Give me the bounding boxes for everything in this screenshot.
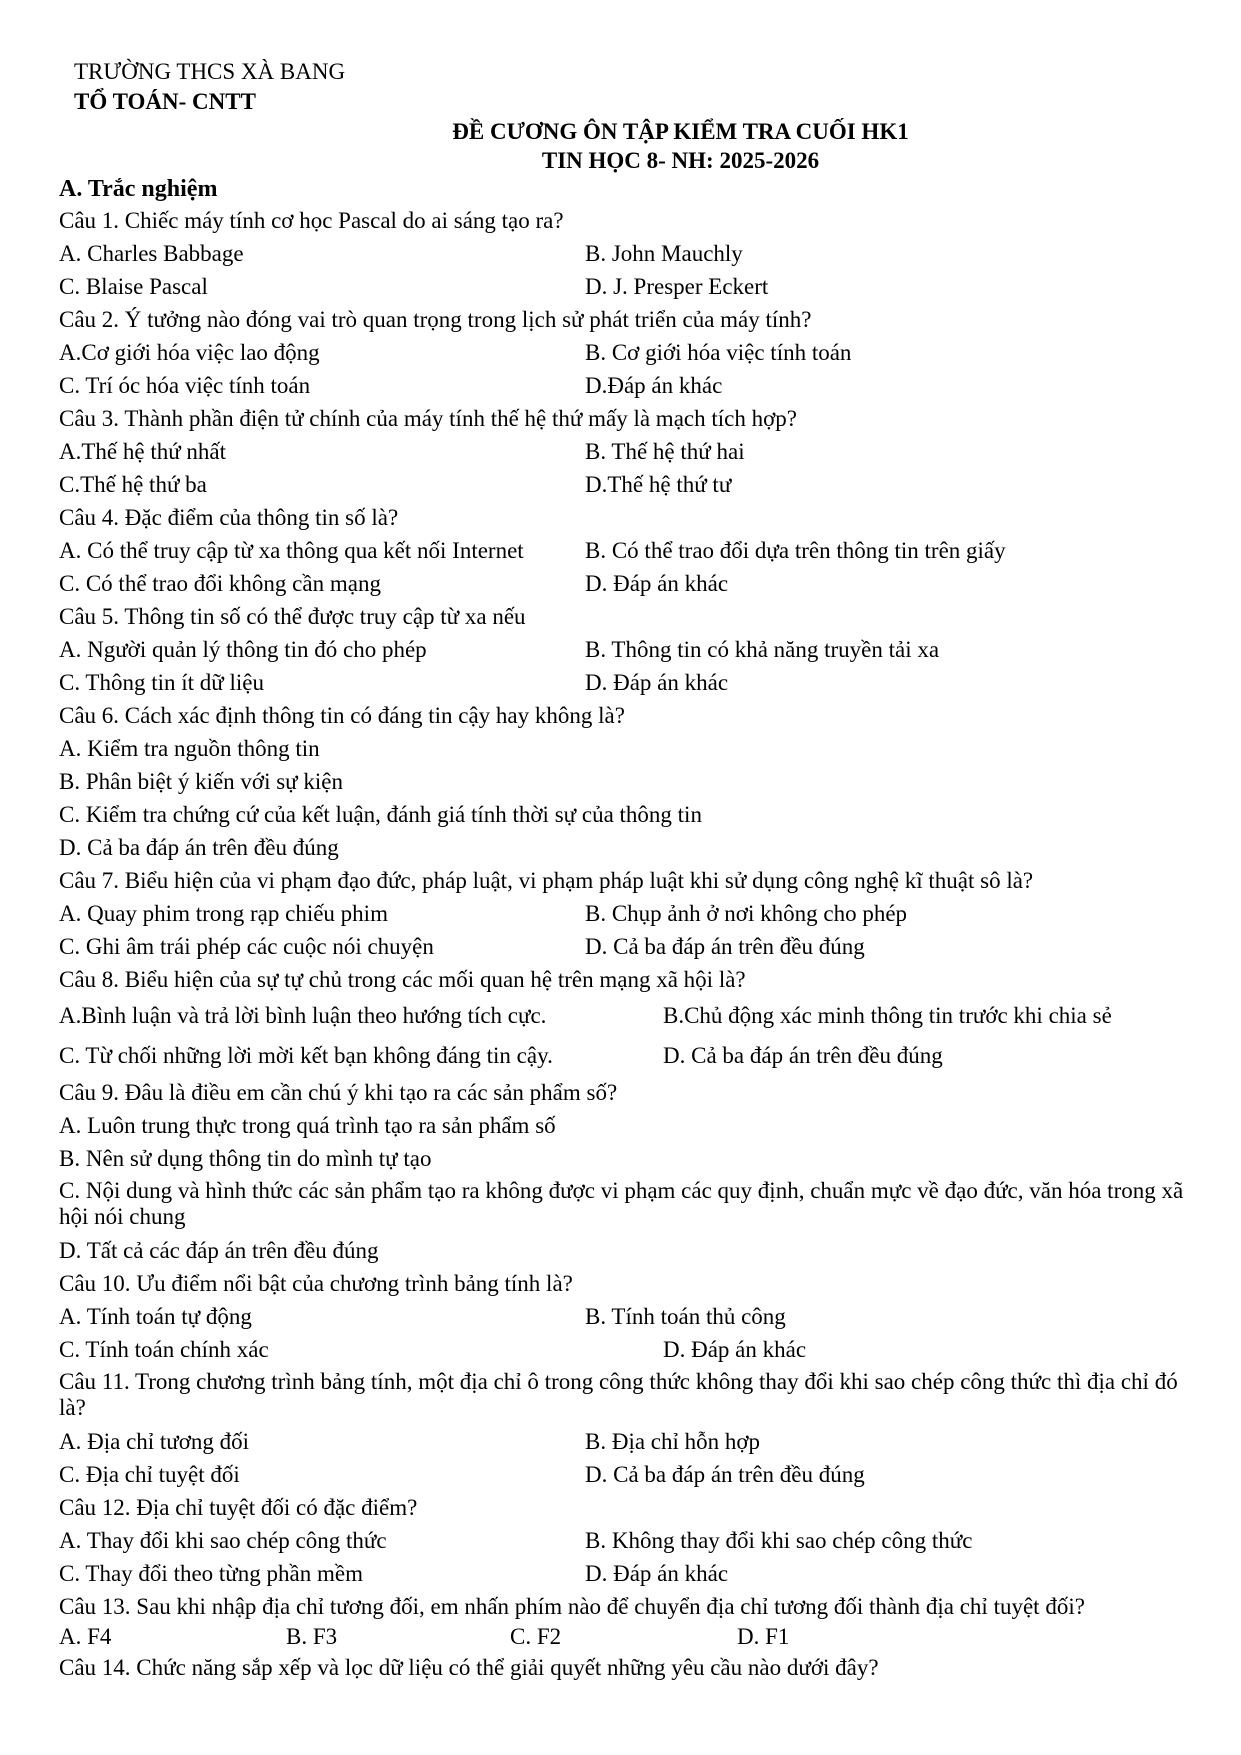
q5-option-d: D. Đáp án khác <box>585 670 729 695</box>
q4-option-a: A. Có thể truy cập từ xa thông qua kết nối Internet <box>59 538 524 563</box>
q4-option-c: C. Có thể trao đổi không cần mạng <box>59 571 381 596</box>
q4-option-d: D. Đáp án khác <box>585 571 729 596</box>
q11-option-c: C. Địa chỉ tuyệt đối <box>59 1462 240 1487</box>
question-13: Câu 13. Sau khi nhập địa chỉ tương đối, em nhấn phím nào để chuyển địa chỉ tương đối thành địa chỉ tuyệt đối? <box>59 1594 1085 1619</box>
q3-option-b: B. Thế hệ thứ hai <box>585 439 745 464</box>
q2-option-b: B. Cơ giới hóa việc tính toán <box>585 340 852 365</box>
q12-option-d: D. Đáp án khác <box>585 1561 729 1586</box>
q6-option-b: B. Phân biệt ý kiến với sự kiện <box>59 769 343 794</box>
q3-option-a: A.Thế hệ thứ nhất <box>59 439 227 464</box>
document-subtitle: TIN HỌC 8- NH: 2025-2026 <box>541 148 820 173</box>
question-11: Câu 11. Trong chương trình bảng tính, một địa chỉ ô trong công thức không thay đổi khi sao chép công thức thì địa chỉ đó là? <box>59 1369 1178 1420</box>
question-list <box>59 175 1189 1684</box>
q6-option-a: A. Kiểm tra nguồn thông tin <box>59 736 320 761</box>
question-10: Câu 10. Ưu điểm nổi bật của chương trình bảng tính là? <box>59 1271 573 1296</box>
q12-option-b: B. Không thay đổi khi sao chép công thức <box>585 1528 973 1553</box>
q8-option-a: A.Bình luận và trả lời bình luận theo hướng tích cực. <box>59 1003 547 1028</box>
question-6: Câu 6. Cách xác định thông tin có đáng tin cậy hay không là? <box>59 703 625 728</box>
q9-option-d: D. Tất cả các đáp án trên đều đúng <box>59 1238 379 1263</box>
q13-option-a: A. F4 <box>59 1624 112 1649</box>
q3-option-d: D.Thế hệ thứ tư <box>585 472 732 497</box>
q13-option-d: D. F1 <box>737 1624 790 1649</box>
question-4: Câu 4. Đặc điểm của thông tin số là? <box>59 505 399 530</box>
question-5: Câu 5. Thông tin số có thể được truy cập từ xa nếu <box>59 604 526 629</box>
q1-option-c: C. Blaise Pascal <box>59 274 208 299</box>
question-9: Câu 9. Đâu là điều em cần chú ý khi tạo ra các sản phẩm số? <box>59 1080 618 1105</box>
question-14: Câu 14. Chức năng sắp xếp và lọc dữ liệu có thể giải quyết những yêu cầu nào dưới đây? <box>59 1655 879 1680</box>
question-1: Câu 1. Chiếc máy tính cơ học Pascal do ai sáng tạo ra? <box>59 208 564 233</box>
q9-option-b: B. Nên sử dụng thông tin do mình tự tạo <box>59 1146 432 1171</box>
document-title: ĐỀ CƯƠNG ÔN TẬP KIỂM TRA CUỐI HK1 <box>452 119 909 144</box>
q5-option-a: A. Người quản lý thông tin đó cho phép <box>59 637 427 662</box>
q12-option-c: C. Thay đổi theo từng phần mềm <box>59 1561 363 1586</box>
q3-option-c: C.Thế hệ thứ ba <box>59 472 207 497</box>
q11-option-a: A. Địa chỉ tương đối <box>59 1429 250 1454</box>
q1-option-b: B. John Mauchly <box>585 241 743 266</box>
q10-option-c: C. Tính toán chính xác <box>59 1337 269 1362</box>
q12-option-a: A. Thay đổi khi sao chép công thức <box>59 1528 387 1553</box>
q7-option-b: B. Chụp ảnh ở nơi không cho phép <box>585 901 908 926</box>
q8-option-b: B.Chủ động xác minh thông tin trước khi chia sẻ <box>663 1003 1112 1028</box>
q9-option-c: C. Nội dung và hình thức các sản phẩm tạo ra không được vi phạm các quy định, chuẩn mực về đạo đức, văn hóa trong xã hội nói chung <box>59 1178 1184 1229</box>
q4-option-b: B. Có thể trao đổi dựa trên thông tin trên giấy <box>585 538 1006 563</box>
q13-option-b: B. F3 <box>286 1624 338 1649</box>
q10-option-d: D. Đáp án khác <box>663 1337 807 1362</box>
q1-option-a: A. Charles Babbage <box>59 241 244 266</box>
q10-option-b: B. Tính toán thủ công <box>585 1304 786 1329</box>
q2-option-d: D.Đáp án khác <box>585 373 723 398</box>
q8-option-c: C. Từ chối những lời mời kết bạn không đáng tin cậy. <box>59 1043 553 1068</box>
q9-option-a: A. Luôn trung thực trong quá trình tạo ra sản phẩm số <box>59 1113 556 1138</box>
q7-option-a: A. Quay phim trong rạp chiếu phim <box>59 901 388 926</box>
question-2: Câu 2. Ý tưởng nào đóng vai trò quan trọng trong lịch sử phát triển của máy tính? <box>59 307 812 332</box>
q1-option-d: D. J. Presper Eckert <box>585 274 769 299</box>
q8-option-d: D. Cả ba đáp án trên đều đúng <box>663 1043 943 1068</box>
department-name: TỔ TOÁN- CNTT <box>74 89 256 114</box>
question-12: Câu 12. Địa chỉ tuyệt đối có đặc điểm? <box>59 1495 418 1520</box>
q7-option-d: D. Cả ba đáp án trên đều đúng <box>585 934 865 959</box>
question-8: Câu 8. Biểu hiện của sự tự chủ trong các mối quan hệ trên mạng xã hội là? <box>59 967 746 992</box>
q6-option-d: D. Cả ba đáp án trên đều đúng <box>59 835 339 860</box>
q5-option-c: C. Thông tin ít dữ liệu <box>59 670 264 695</box>
q2-option-a: A.Cơ giới hóa việc lao động <box>59 340 320 365</box>
section-heading: A. Trắc nghiệm <box>59 176 218 202</box>
q7-option-c: C. Ghi âm trái phép các cuộc nói chuyện <box>59 934 434 959</box>
q11-option-d: D. Cả ba đáp án trên đều đúng <box>585 1462 865 1487</box>
question-3: Câu 3. Thành phần điện tử chính của máy tính thế hệ thứ mấy là mạch tích hợp? <box>59 406 797 431</box>
question-7: Câu 7. Biểu hiện của vi phạm đạo đức, pháp luật, vi phạm pháp luật khi sử dụng công nghệ kĩ thuật sô là? <box>59 868 1034 893</box>
q11-option-b: B. Địa chỉ hỗn hợp <box>585 1429 761 1454</box>
school-name: TRƯỜNG THCS XÀ BANG <box>74 59 346 84</box>
q10-option-a: A. Tính toán tự động <box>59 1304 252 1329</box>
q5-option-b: B. Thông tin có khả năng truyền tải xa <box>585 637 940 662</box>
q6-option-c: C. Kiểm tra chứng cứ của kết luận, đánh giá tính thời sự của thông tin <box>59 802 702 827</box>
q13-option-c: C. F2 <box>510 1624 562 1649</box>
q2-option-c: C. Trí óc hóa việc tính toán <box>59 373 311 398</box>
